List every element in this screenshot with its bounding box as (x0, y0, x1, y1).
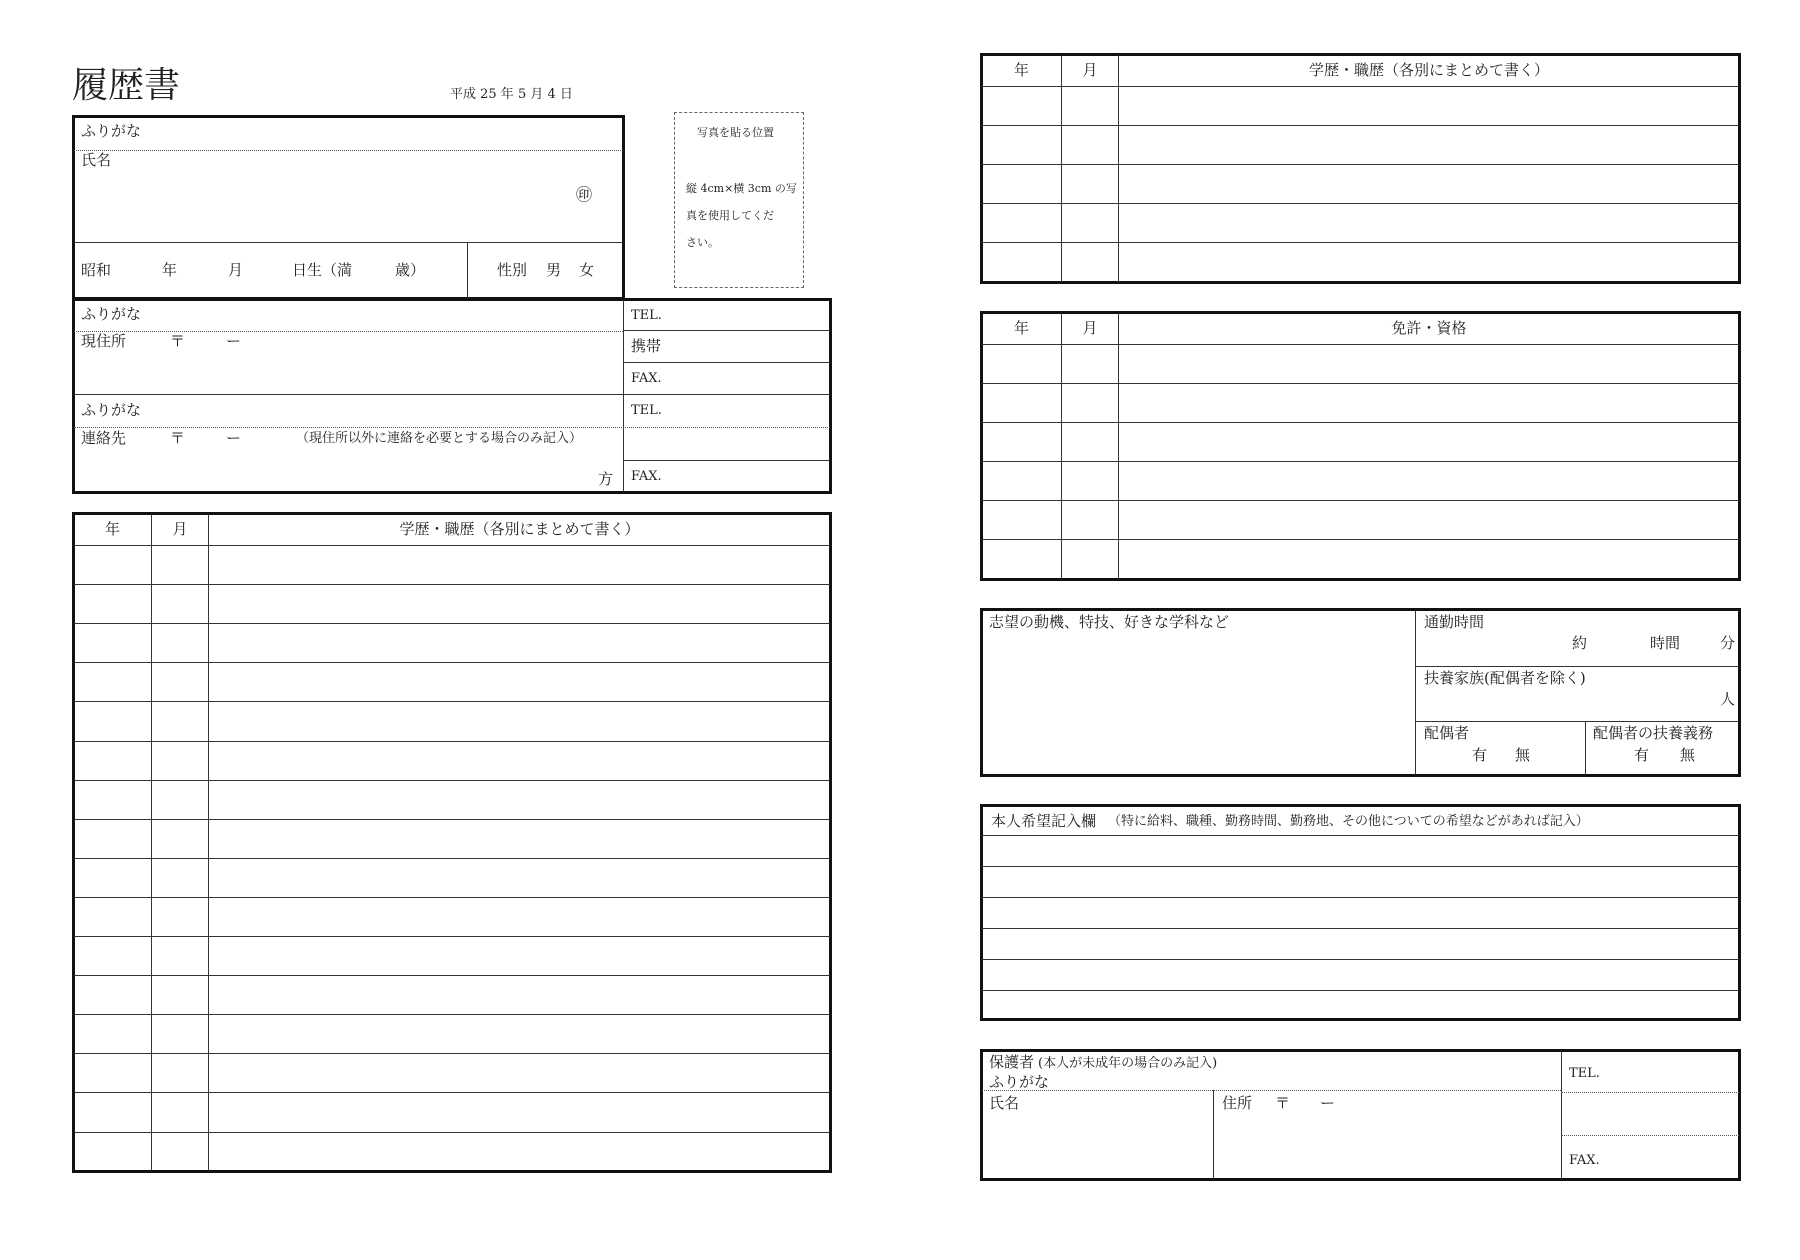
sex-label: 性別 (497, 261, 528, 279)
requests-label: 本人希望記入欄 (991, 812, 1097, 830)
licenses-row[interactable] (982, 500, 1739, 501)
guardian-address-label: 住所 (1222, 1094, 1253, 1112)
motivation-label: 志望の動機、特技、好きな学科など (989, 613, 1230, 631)
licenses-row[interactable] (982, 539, 1739, 540)
requests-line[interactable] (982, 928, 1739, 929)
licenses-col-title: 免許・資格 (1391, 319, 1467, 337)
history-left-row[interactable] (74, 701, 830, 702)
dependents-label: 扶養家族(配偶者を除く) (1424, 669, 1586, 687)
commute-minutes: 分 (1720, 634, 1736, 652)
birth-month-label: 月 (228, 261, 244, 279)
requests-line[interactable] (982, 897, 1739, 898)
history-left-row[interactable] (74, 1014, 830, 1015)
licenses-table (980, 311, 1741, 581)
history-right-col-title: 学歴・職歴（各別にまとめて書く） (1308, 61, 1549, 79)
history-left-row[interactable] (74, 741, 830, 742)
commute-approx: 約 (1572, 634, 1588, 652)
photo-instruction-2: 真を使用してくだ (686, 209, 774, 222)
licenses-row[interactable] (982, 422, 1739, 423)
address-fax-label: FAX. (631, 371, 662, 386)
history-right-row[interactable] (982, 164, 1739, 165)
commute-label: 通勤時間 (1424, 613, 1485, 631)
support-yes-option[interactable]: 有 (1634, 746, 1650, 764)
divider (1213, 1090, 1214, 1179)
divider (1561, 1135, 1739, 1136)
divider (982, 1090, 1561, 1091)
photo-title: 写真を貼る位置 (697, 126, 774, 139)
history-table-left (72, 512, 832, 1173)
seal-icon: ㊞ (576, 185, 593, 204)
requests-line[interactable] (982, 990, 1739, 991)
requests-section (980, 804, 1741, 1021)
history-left-col-title: 学歴・職歴（各別にまとめて書く） (399, 520, 640, 538)
history-left-row[interactable] (74, 662, 830, 663)
history-left-row[interactable] (74, 623, 830, 624)
divider (208, 514, 209, 1171)
address-postal-mark: 〒 (170, 332, 186, 350)
dependents-unit: 人 (1720, 690, 1736, 708)
licenses-col-year: 年 (1013, 319, 1029, 337)
divider (1585, 721, 1586, 775)
divider (74, 242, 623, 243)
divider (1415, 666, 1739, 667)
divider (74, 394, 830, 395)
divider (1415, 721, 1739, 722)
history-left-col-year: 年 (104, 520, 120, 538)
licenses-col-month: 月 (1082, 319, 1098, 337)
contact-fax-label: FAX. (631, 469, 662, 484)
contact-furigana-label: ふりがな (81, 401, 142, 419)
motivation-field[interactable] (989, 640, 1409, 770)
history-left-row[interactable] (74, 780, 830, 781)
sex-female-option[interactable]: 女 (579, 261, 595, 279)
divider (1061, 55, 1062, 282)
divider (623, 460, 830, 461)
commute-hours: 時間 (1650, 634, 1681, 652)
history-left-row[interactable] (74, 858, 830, 859)
address-section (72, 298, 832, 494)
history-table-right (980, 53, 1741, 284)
document-date: 平成 25 年 5 月 4 日 (450, 87, 573, 102)
sex-male-option[interactable]: 男 (546, 261, 562, 279)
divider (623, 330, 830, 331)
age-label: 歳） (395, 261, 426, 279)
guardian-postal-mark: 〒 (1275, 1094, 1291, 1112)
divider (467, 242, 468, 298)
divider (1561, 1051, 1562, 1179)
guardian-postal-dash: ー (1320, 1094, 1336, 1112)
contact-postal-mark: 〒 (170, 429, 186, 447)
guardian-tel-label: TEL. (1569, 1066, 1600, 1081)
divider (623, 362, 830, 363)
history-right-col-month: 月 (1082, 61, 1098, 79)
address-label: 現住所 (81, 332, 127, 350)
licenses-row[interactable] (982, 461, 1739, 462)
spouse-no-option[interactable]: 無 (1515, 746, 1531, 764)
photo-instruction-3: さい。 (686, 236, 719, 249)
history-left-row[interactable] (74, 936, 830, 937)
contact-postal-dash: ー (226, 429, 242, 447)
photo-instruction-1: 縦 4cm×横 3cm の写 (686, 182, 797, 195)
address-furigana-label: ふりがな (81, 305, 142, 323)
spouse-label: 配偶者 (1424, 724, 1470, 742)
contact-label: 連絡先 (81, 429, 127, 447)
birth-era: 昭和 (81, 261, 112, 279)
divider (74, 331, 623, 332)
history-left-row[interactable] (74, 584, 830, 585)
history-right-row[interactable] (982, 242, 1739, 243)
name-label: 氏名 (81, 151, 112, 169)
contact-note: （現住所以外に連絡を必要とする場合のみ記入） (296, 431, 583, 446)
history-left-row[interactable] (74, 897, 830, 898)
requests-line[interactable] (982, 866, 1739, 867)
birth-day-label: 日生（満 (292, 261, 353, 279)
licenses-row[interactable] (982, 383, 1739, 384)
divider (1118, 55, 1119, 282)
guardian-note: (本人が未成年の場合のみ記入) (1038, 1056, 1218, 1071)
divider (151, 514, 152, 1171)
guardian-fax-label: FAX. (1569, 1153, 1600, 1168)
divider (74, 427, 830, 428)
licenses-row[interactable] (982, 344, 1739, 345)
requests-line[interactable] (982, 835, 1739, 836)
history-left-row[interactable] (74, 1132, 830, 1133)
divider (623, 300, 624, 492)
divider (1415, 610, 1416, 775)
history-left-row[interactable] (74, 545, 830, 546)
history-right-row[interactable] (982, 125, 1739, 126)
address-tel-label: TEL. (631, 308, 662, 323)
address-postal-dash: ー (226, 332, 242, 350)
contact-tel-label: TEL. (631, 403, 662, 418)
history-left-row[interactable] (74, 819, 830, 820)
requests-line[interactable] (982, 959, 1739, 960)
support-no-option[interactable]: 無 (1680, 746, 1696, 764)
divider (1561, 1092, 1739, 1093)
history-right-row[interactable] (982, 203, 1739, 204)
name-furigana-label: ふりがな (81, 122, 142, 140)
history-right-row[interactable] (982, 86, 1739, 87)
history-left-col-month: 月 (172, 520, 188, 538)
spouse-yes-option[interactable]: 有 (1472, 746, 1488, 764)
guardian-label: 保護者 (989, 1053, 1035, 1071)
history-left-row[interactable] (74, 1092, 830, 1093)
history-left-row[interactable] (74, 1053, 830, 1054)
divider (74, 150, 623, 151)
address-mobile-label: 携帯 (631, 337, 662, 355)
history-left-row[interactable] (74, 975, 830, 976)
birth-year-label: 年 (162, 261, 178, 279)
history-right-col-year: 年 (1013, 61, 1029, 79)
page-title: 履歴書 (72, 65, 181, 106)
contact-suffix: 方 (598, 470, 614, 488)
requests-note: （特に給料、職種、勤務時間、勤務地、その他についての希望などがあれば記入） (1108, 814, 1589, 829)
guardian-name-label: 氏名 (989, 1094, 1020, 1112)
spouse-support-label: 配偶者の扶養義務 (1593, 724, 1714, 742)
guardian-furigana-label: ふりがな (989, 1073, 1050, 1091)
